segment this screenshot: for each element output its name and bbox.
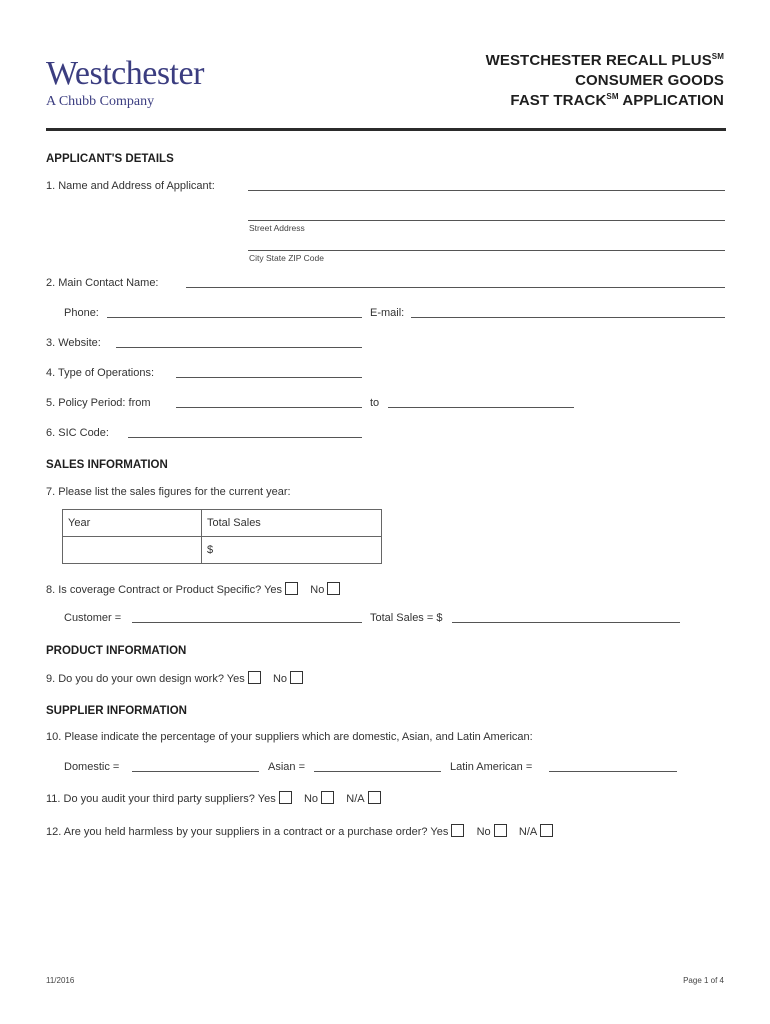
latin-american-field[interactable] [549, 771, 677, 772]
customer-label: Customer = [64, 612, 122, 624]
section-heading-sales: SALES INFORMATION [46, 459, 168, 471]
street-address-caption: Street Address [249, 223, 305, 233]
hold-harmless-label: 12. Are you held harmless by your suppliers in a contract or a purchase order? Yes [46, 826, 449, 838]
table-row [63, 537, 382, 564]
city-state-zip-field[interactable] [248, 250, 725, 251]
asian-label: Asian = [268, 761, 305, 773]
hold-harmless-no-checkbox[interactable] [494, 824, 507, 837]
street-address-field[interactable] [248, 220, 725, 221]
city-state-zip-caption: City State ZIP Code [249, 253, 324, 263]
main-contact-field[interactable] [186, 287, 725, 288]
page-number: Page 1 of 4 [683, 976, 724, 985]
audit-no-label: No [303, 793, 319, 805]
coverage-type-question [46, 582, 340, 596]
revision-date: 11/2016 [46, 976, 75, 985]
audit-na-checkbox[interactable] [368, 791, 381, 804]
website-field[interactable] [116, 347, 362, 348]
total-sales-cell[interactable] [202, 537, 382, 564]
hold-harmless-na-checkbox[interactable] [540, 824, 553, 837]
sales-figures-label: 7. Please list the sales figures for the current year: [46, 486, 291, 498]
dollar-sign: $ [207, 544, 214, 556]
hold-harmless-question [46, 824, 553, 838]
year-cell[interactable] [63, 537, 202, 564]
table-row [63, 510, 382, 537]
design-work-label: 9. Do you do your own design work? Yes [46, 673, 245, 685]
design-no-checkbox[interactable] [290, 671, 303, 684]
sic-code-field[interactable] [128, 437, 362, 438]
hold-harmless-na-label: N/A [518, 826, 538, 838]
logo-wordmark: Westchester [46, 55, 204, 92]
total-sales-header: Total Sales [202, 510, 382, 537]
policy-period-label: 5. Policy Period: from [46, 397, 151, 409]
coverage-yes-checkbox[interactable] [285, 582, 298, 595]
audit-question [46, 791, 381, 805]
domestic-field[interactable] [132, 771, 259, 772]
phone-field[interactable] [107, 317, 362, 318]
domestic-label: Domestic = [64, 761, 120, 773]
type-of-operations-label: 4. Type of Operations: [46, 367, 155, 379]
form-title-line-1: WESTCHESTER RECALL PLUS℠ [485, 52, 724, 69]
customer-field[interactable] [132, 622, 362, 623]
hold-harmless-yes-checkbox[interactable] [451, 824, 464, 837]
phone-label: Phone: [64, 307, 99, 319]
section-heading-applicant: APPLICANT'S DETAILS [46, 153, 174, 165]
hold-harmless-no-label: No [476, 826, 491, 838]
applicant-name-field[interactable] [248, 190, 725, 191]
audit-no-checkbox[interactable] [321, 791, 334, 804]
section-heading-product: PRODUCT INFORMATION [46, 645, 187, 657]
email-field[interactable] [411, 317, 725, 318]
design-no-label: No [272, 673, 288, 685]
logo-subtitle: A Chubb Company [46, 94, 155, 109]
design-yes-checkbox[interactable] [248, 671, 261, 684]
audit-yes-checkbox[interactable] [279, 791, 292, 804]
latin-american-label: Latin American = [450, 761, 533, 773]
email-label: E-mail: [370, 307, 405, 319]
applicant-name-label: 1. Name and Address of Applicant: [46, 180, 215, 192]
website-label: 3. Website: [46, 337, 101, 349]
policy-period-from-field[interactable] [176, 407, 362, 408]
sic-code-label: 6. SIC Code: [46, 427, 109, 439]
design-work-question [46, 671, 303, 685]
year-header: Year [63, 510, 202, 537]
coverage-no-label: No [310, 584, 325, 596]
type-of-operations-field[interactable] [176, 377, 362, 378]
main-contact-label: 2. Main Contact Name: [46, 277, 159, 289]
audit-label: 11. Do you audit your third party suppliers? Yes [46, 793, 276, 805]
policy-period-to-label: to [370, 397, 380, 409]
asian-field[interactable] [314, 771, 441, 772]
form-title-line-3: FAST TRACK℠ APPLICATION [510, 92, 724, 109]
sales-table [62, 509, 382, 564]
coverage-type-label: 8. Is coverage Contract or Product Specific? Yes [46, 584, 283, 596]
policy-period-to-field[interactable] [388, 407, 574, 408]
section-heading-supplier: SUPPLIER INFORMATION [46, 705, 187, 717]
total-sales-label: Total Sales = $ [370, 612, 443, 624]
form-title-line-2: CONSUMER GOODS [575, 72, 724, 89]
supplier-percentage-label: 10. Please indicate the percentage of your suppliers which are domestic, Asian, and Latin American: [46, 731, 533, 743]
total-sales-field[interactable] [452, 622, 680, 623]
coverage-no-checkbox[interactable] [327, 582, 340, 595]
audit-na-label: N/A [346, 793, 365, 805]
header-divider [46, 128, 726, 131]
